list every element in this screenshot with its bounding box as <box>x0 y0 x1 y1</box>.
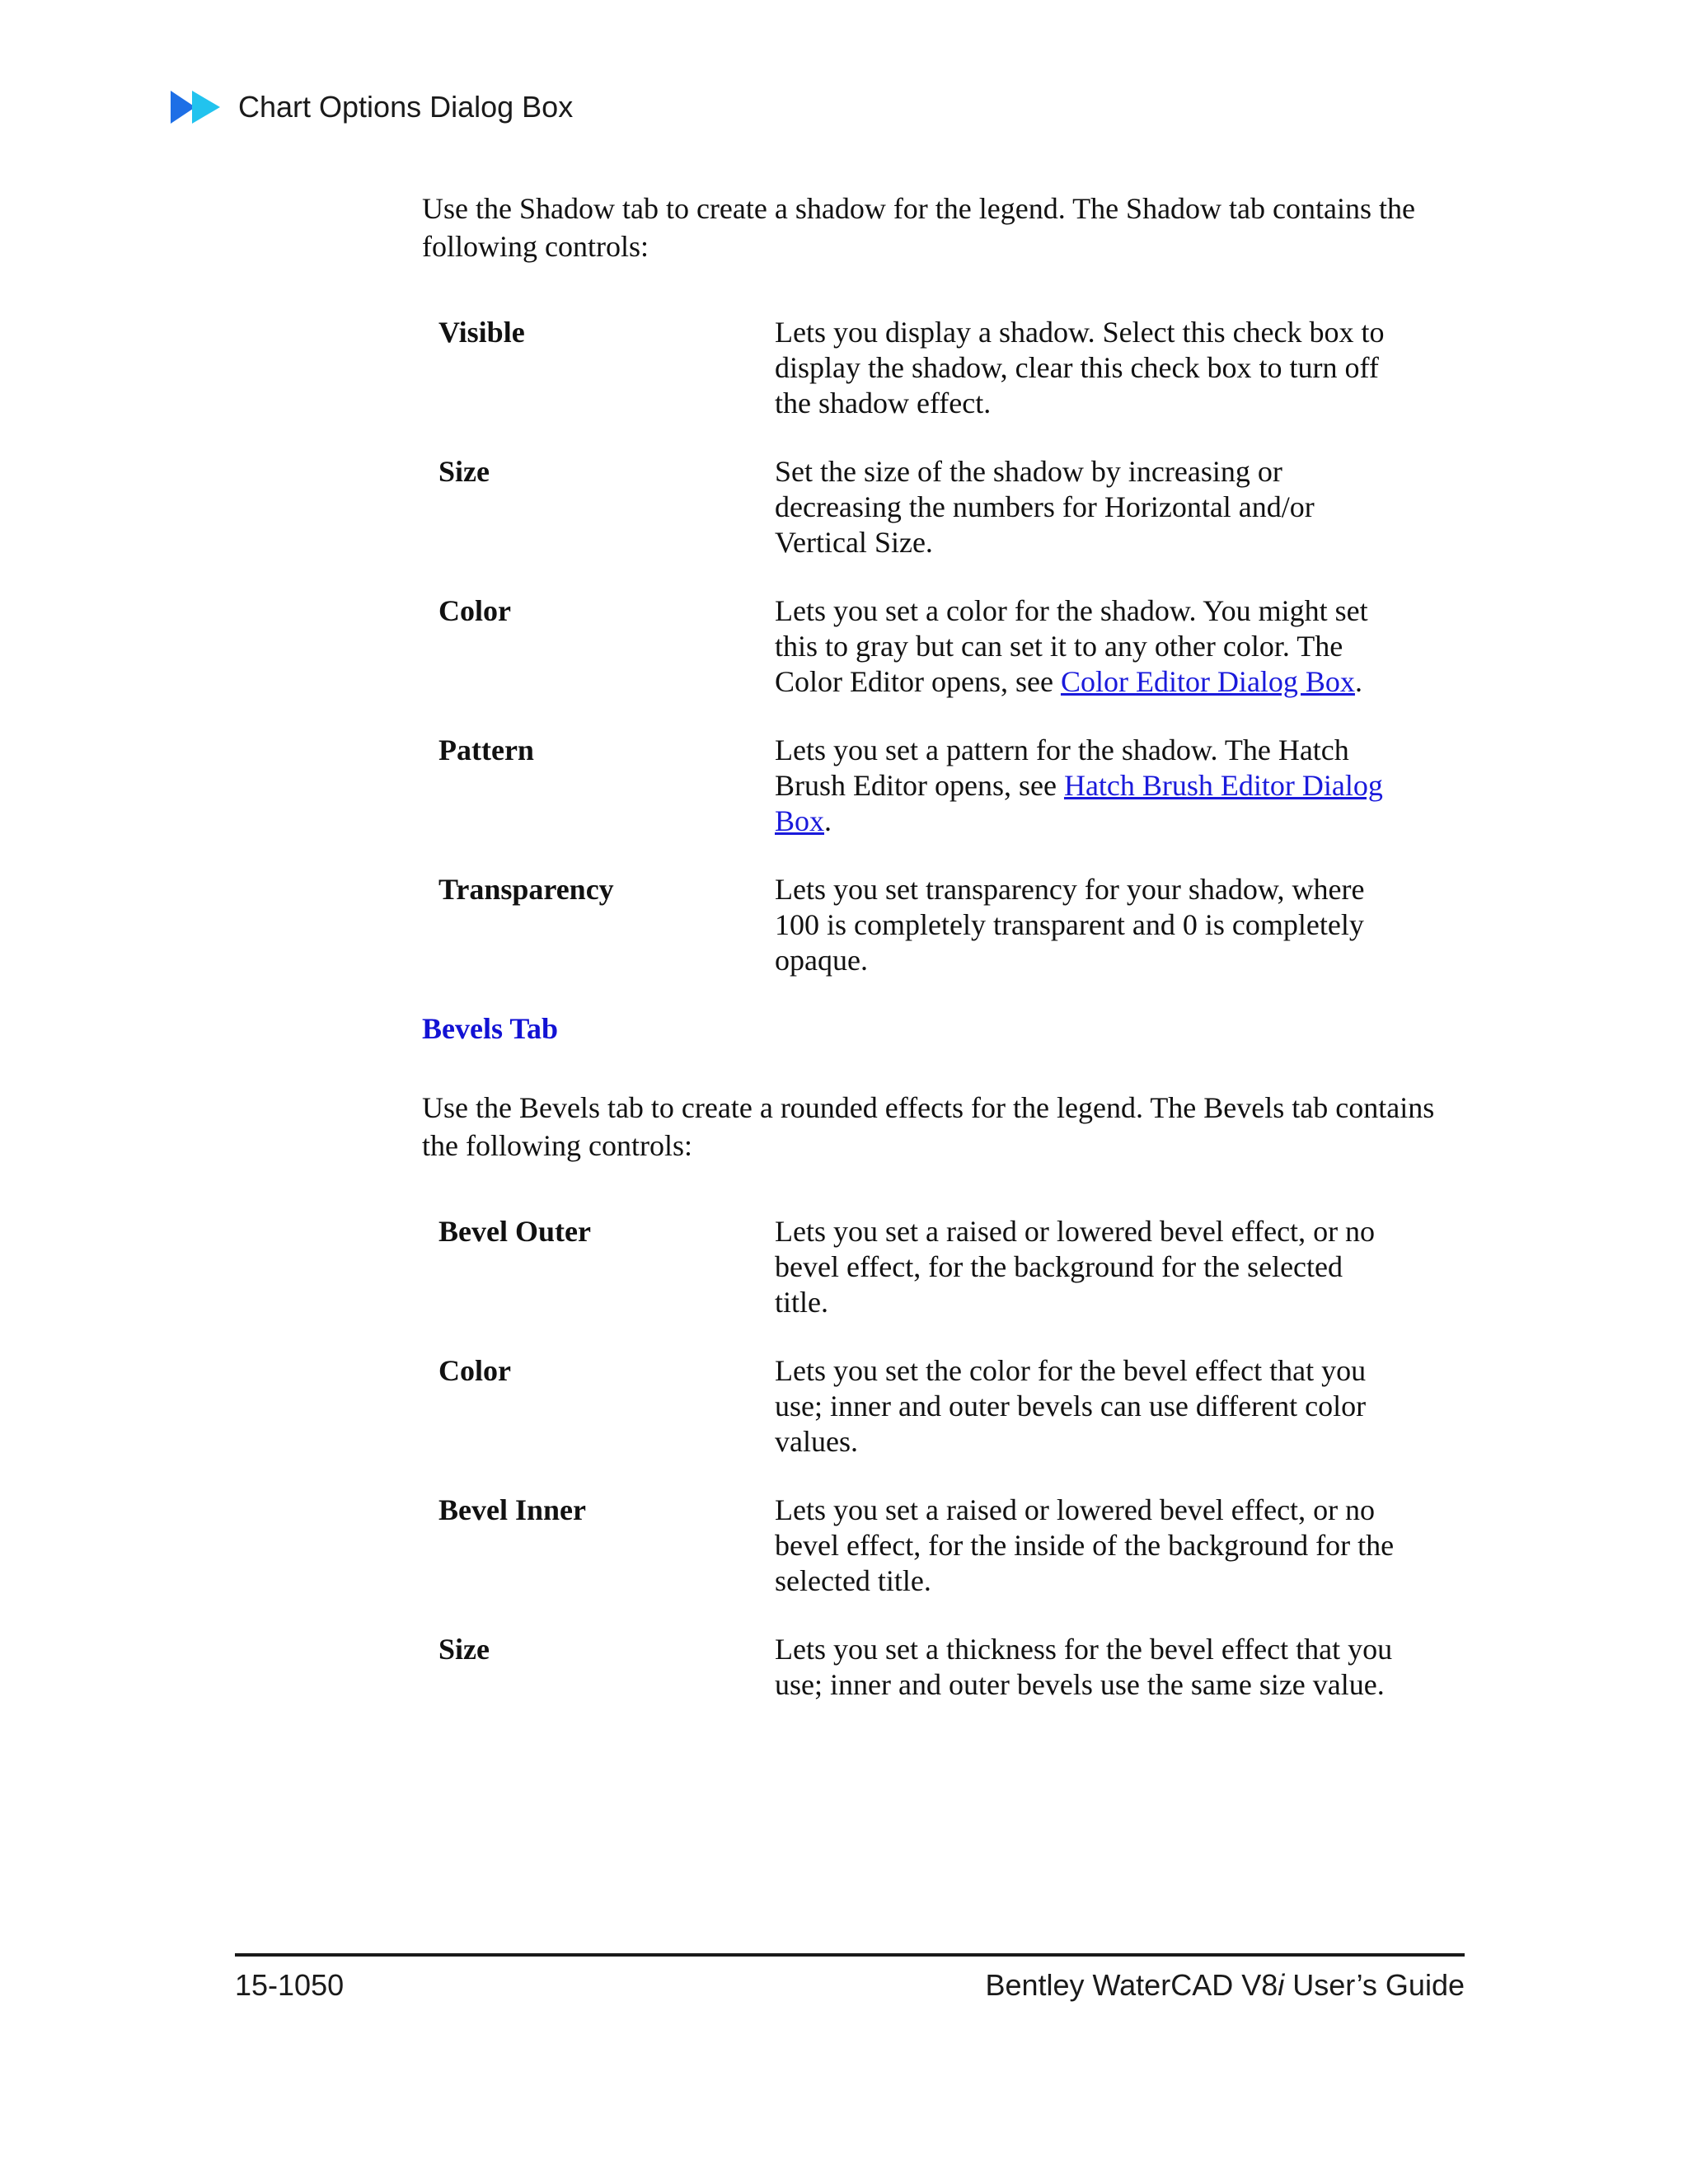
page-number: 15-1050 <box>235 1968 345 2002</box>
desc-bevel-outer: Lets you set a raised or lowered bevel effect, or no bevel effect, for the background for the selected title. <box>775 1215 1376 1319</box>
footer-divider <box>235 1953 1465 1957</box>
header-title: Chart Options Dialog Box <box>238 90 574 124</box>
desc-transparency: Lets you set transparency for your shadow, where 100 is completely transparent and 0 is completely opaque. <box>775 873 1365 977</box>
guide-title-suffix: User’s Guide <box>1284 1968 1465 2002</box>
list-item <box>422 315 1465 421</box>
term-bevel-color: Color <box>438 1354 511 1387</box>
list-item <box>422 1353 1465 1460</box>
bevels-heading: Bevels Tab <box>422 1012 559 1045</box>
desc-pattern-end: . <box>824 804 832 837</box>
term-visible: Visible <box>438 316 525 349</box>
guide-title-prefix: Bentley WaterCAD V8 <box>985 1968 1278 2002</box>
list-item <box>422 593 1465 700</box>
shadow-controls-list <box>422 315 1465 978</box>
desc-bevel-size: Lets you set a thickness for the bevel effect that you use; inner and outer bevels use the same size value. <box>775 1633 1393 1701</box>
term-bevel-size: Size <box>438 1633 490 1666</box>
list-item <box>422 1632 1465 1703</box>
desc-color-text: Lets you set a color for the shadow. You might set this to gray but can set it to any other color. The Color Editor opens, see <box>775 594 1368 698</box>
hatch-brush-editor-link[interactable]: Hatch Brush Editor Dialog Box <box>775 769 1383 837</box>
double-arrow-icon <box>169 89 222 125</box>
desc-pattern <box>775 733 1401 839</box>
desc-pattern-text: Lets you set a pattern for the shadow. The Hatch Brush Editor opens, see <box>775 733 1349 802</box>
desc-visible: Lets you display a shadow. Select this check box to display the shadow, clear this check box to turn off the shadow effect. <box>775 316 1385 419</box>
list-item <box>422 454 1465 560</box>
term-size: Size <box>438 455 490 488</box>
desc-bevel-color: Lets you set the color for the bevel effect that you use; inner and outer bevels can use different color values. <box>775 1354 1367 1458</box>
list-item <box>422 1214 1465 1320</box>
bevels-intro: Use the Bevels tab to create a rounded effects for the legend. The Bevels tab contains the following controls: <box>422 1091 1435 1162</box>
list-item <box>422 733 1465 839</box>
page-header <box>169 87 573 127</box>
list-item <box>422 872 1465 978</box>
term-color: Color <box>438 594 511 627</box>
main-content <box>422 190 1465 1736</box>
bevels-controls-list <box>422 1214 1465 1703</box>
desc-bevel-inner: Lets you set a raised or lowered bevel effect, or no bevel effect, for the inside of the background for the selected title. <box>775 1493 1395 1597</box>
desc-color <box>775 593 1401 700</box>
desc-color-end: . <box>1354 665 1362 698</box>
color-editor-link[interactable]: Color Editor Dialog Box <box>1060 665 1355 698</box>
term-bevel-inner: Bevel Inner <box>438 1493 586 1526</box>
desc-size: Set the size of the shadow by increasing or decreasing the numbers for Horizontal and/or Vertical Size. <box>775 455 1315 559</box>
guide-title-italic: i <box>1278 1968 1285 2002</box>
term-pattern: Pattern <box>438 733 534 766</box>
term-transparency: Transparency <box>438 873 614 906</box>
shadow-intro: Use the Shadow tab to create a shadow for the legend. The Shadow tab contains the following controls: <box>422 192 1415 263</box>
list-item <box>422 1493 1465 1599</box>
term-bevel-outer: Bevel Outer <box>438 1215 591 1248</box>
guide-title <box>985 1968 1465 2003</box>
